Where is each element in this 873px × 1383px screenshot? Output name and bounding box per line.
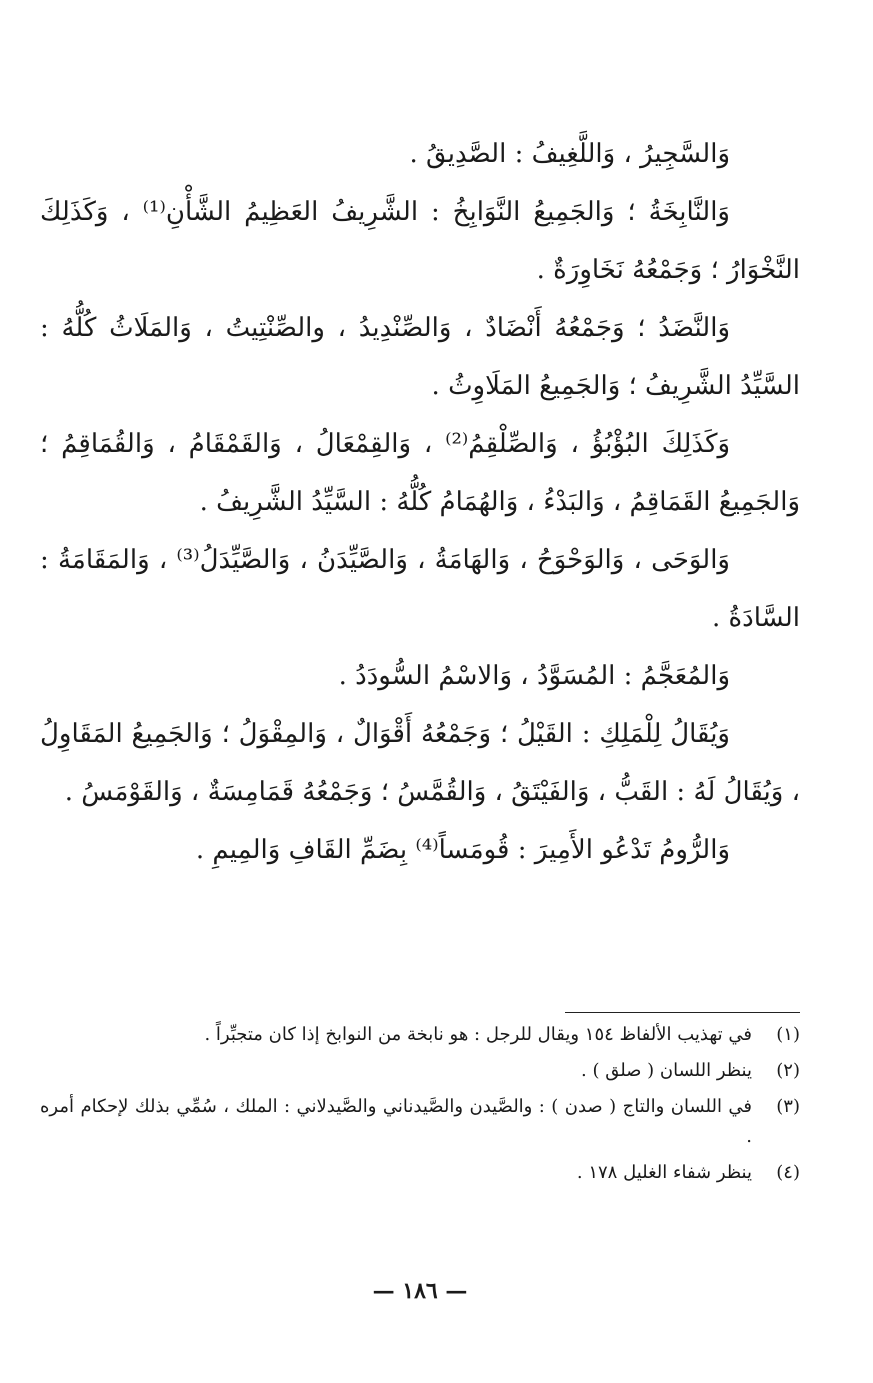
footnote-text: في تهذيب الألفاظ ١٥٤ ويقال للرجل : هو نابخة من النوابخ إذا كان متجبِّراً . [204, 1024, 752, 1045]
footnote-3 [40, 1092, 800, 1152]
paragraph-3: وَالنَّضَدُ ؛ وَجَمْعُهُ أَنْضَادٌ ، وَالصِّنْدِيدُ ، والصِّنْتِيتُ ، وَالمَلَاثُ كُلُّهُ : السَّيِّدُ الشَّرِيفُ ؛ وَالجَمِيعُ المَلَاوِثُ . [40, 313, 800, 401]
footnote-1 [40, 1020, 800, 1050]
paragraph-8: وَالرُّومُ تَدْعُو الأَمِيرَ : قُومَساً⁽⁴⁾ بِضَمِّ القَافِ وَالمِيمِ . [195, 835, 730, 865]
paragraph-6: وَالمُعَجَّمُ : المُسَوَّدُ ، وَالاسْمُ السُّودَدُ . [338, 661, 730, 691]
footnote-text: في اللسان والتاج ( صدن ) : والصَّيدن والصَّيدناني والصَّيدلاني : الملك ، سُمِّي بذلك لإحكام أمره . [40, 1096, 752, 1147]
paragraph-2: وَالنَّابِخَةُ ؛ وَالجَمِيعُ النَّوَابِخُ : الشَّرِيفُ العَظِيمُ الشَّأْنِ⁽¹⁾ ، وَكَذَلِكَ النَّخْوَارُ ؛ وَجَمْعُهُ نَخَاوِرَةٌ . [40, 197, 800, 285]
paragraph-7: وَيُقَالُ لِلْمَلِكِ : القَيْلُ ؛ وَجَمْعُهُ أَقْوَالٌ ، وَالمِقْوَلُ ؛ وَالجَمِيعُ المَقَاوِلُ ، وَيُقَالُ لَهُ : القَبُّ ، وَالفَيْتَقُ ، وَالقُمَّسُ ؛ وَجَمْعُهُ قَمَامِسَةٌ ، وَالقَوْمَسُ . [40, 719, 800, 807]
footnote-number: (١) [776, 1024, 800, 1045]
footnote-number: (٤) [776, 1162, 800, 1183]
footnote-2 [40, 1056, 800, 1086]
footnotes [40, 1020, 800, 1194]
page-number: — ١٨٦ — [372, 1278, 468, 1304]
main-text [40, 125, 800, 879]
footnote-number: (٣) [776, 1096, 800, 1117]
paragraph-5: وَالوَحَى ، وَالوَحْوَحُ ، وَالهَامَةُ ، وَالصَّيِّدَنُ ، وَالصَّيِّدَلُ⁽³⁾ ، وَالمَقَامَةُ : السَّادَةُ . [40, 545, 800, 633]
footnote-4 [40, 1158, 800, 1188]
paragraph-1: وَالسَّجِيرُ ، وَاللَّغِيفُ : الصَّدِيقُ . [409, 139, 730, 169]
book-page [40, 0, 800, 1383]
footnote-text: ينظر شفاء الغليل ١٧٨ . [576, 1162, 752, 1183]
paragraph-4: وَكَذَلِكَ البُؤْبُؤُ ، وَالصِّلْقِمُ⁽²⁾ ، وَالقِمْعَالُ ، وَالقَمْقَامُ ، وَالقُمَاقِمُ ؛ وَالجَمِيعُ القَمَاقِمُ ، وَالبَدْءُ ، وَالهُمَامُ كُلُّهُ : السَّيِّدُ الشَّرِيفُ . [40, 429, 800, 517]
footnote-number: (٢) [776, 1060, 800, 1081]
footnote-text: ينظر اللسان ( صلق ) . [581, 1060, 752, 1081]
footnote-divider [565, 1012, 800, 1013]
